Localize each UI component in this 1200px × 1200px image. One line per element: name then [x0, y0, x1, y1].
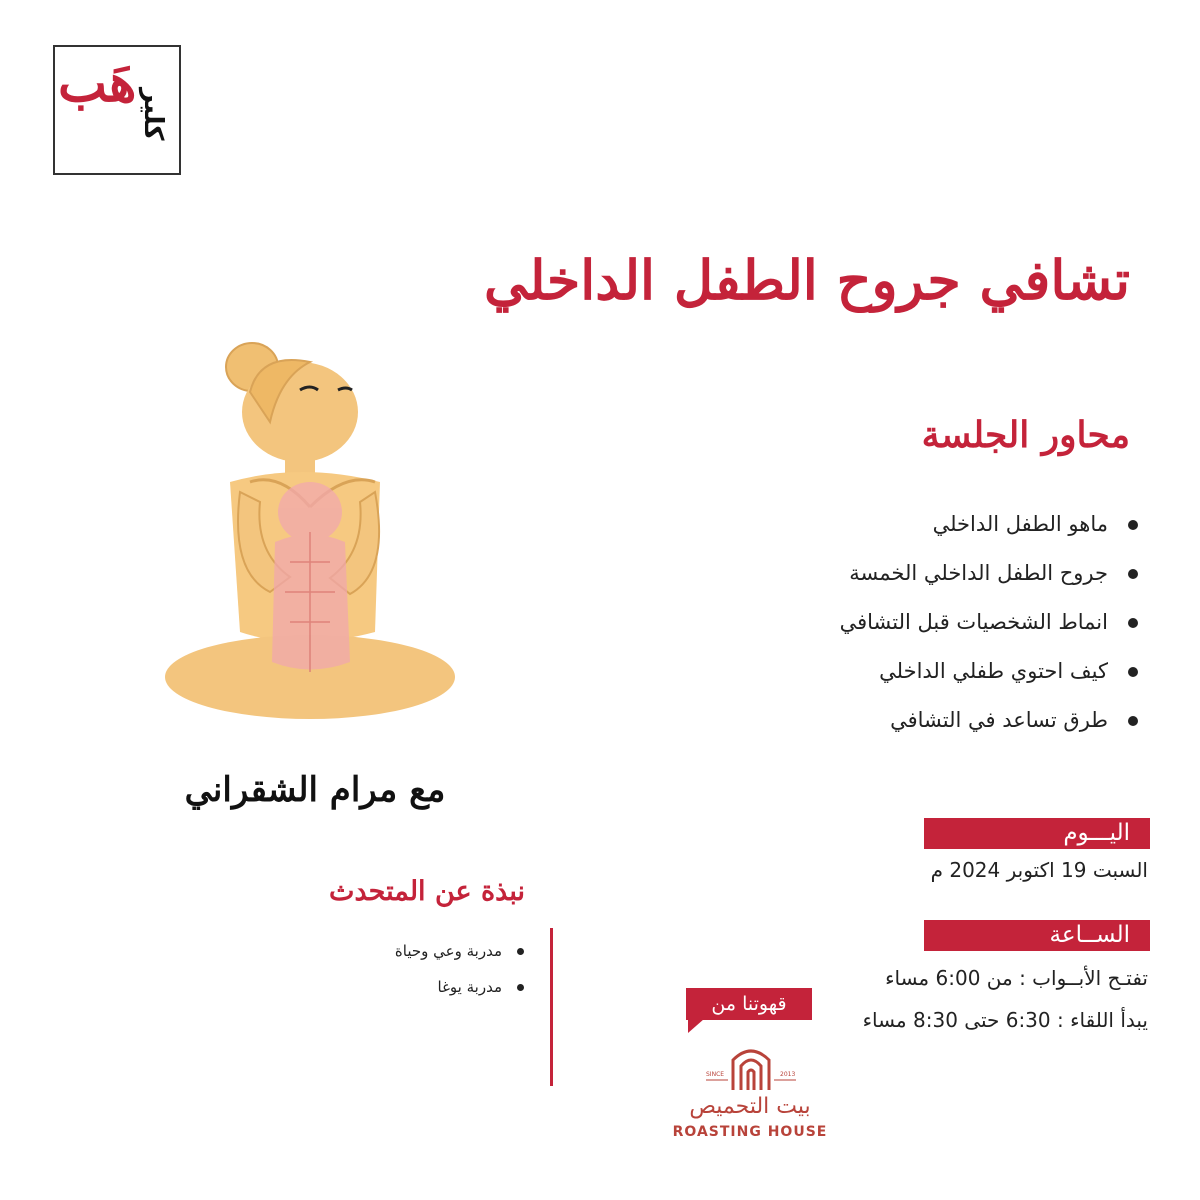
speaker-name: مع مرام الشقراني	[184, 770, 446, 810]
list-item: كيف احتوي طفلي الداخلي	[730, 651, 1150, 700]
topics-list	[730, 504, 1150, 749]
page-title: تشافي جروح الطفل الداخلي	[483, 248, 1130, 312]
brand-name-english: ROASTING HOUSE	[672, 1124, 828, 1140]
list-item: انماط الشخصيات قبل التشافي	[730, 602, 1150, 651]
session-heading: محاور الجلسة	[921, 414, 1130, 456]
logo-sub-text: كلير	[138, 88, 168, 141]
doors-open-text: تفتـح الأبــواب : من 6:00 مساء	[885, 966, 1148, 990]
since-year: 2013	[780, 1071, 796, 1078]
list-item: مدربة وعي وحياة	[310, 938, 530, 974]
list-item: طرق تساعد في التشافي	[730, 700, 1150, 749]
logo-main-text: هَب	[58, 53, 137, 114]
day-label: اليـــوم	[924, 818, 1150, 849]
about-speaker-heading: نبذة عن المتحدث	[329, 876, 525, 907]
day-value: السبت 19 اكتوبر 2024 م	[930, 858, 1148, 882]
coffee-label: قهوتنا من	[686, 988, 812, 1020]
time-label: الســاعة	[924, 920, 1150, 951]
list-item: مدربة يوغا	[310, 974, 530, 1010]
start-time-text: يبدأ اللقاء : 6:30 حتى 8:30 مساء	[862, 1008, 1148, 1032]
roasting-house-logo-icon	[688, 1040, 814, 1092]
speech-bubble-tail	[688, 1019, 704, 1033]
list-item: جروح الطفل الداخلي الخمسة	[730, 553, 1150, 602]
vertical-divider	[550, 928, 553, 1086]
about-speaker-list	[310, 938, 530, 1010]
list-item: ماهو الطفل الداخلي	[730, 504, 1150, 553]
since-label: SINCE	[706, 1071, 725, 1078]
meditating-woman-illustration	[160, 332, 460, 732]
brand-name-arabic: بيت التحميص	[689, 1094, 811, 1119]
